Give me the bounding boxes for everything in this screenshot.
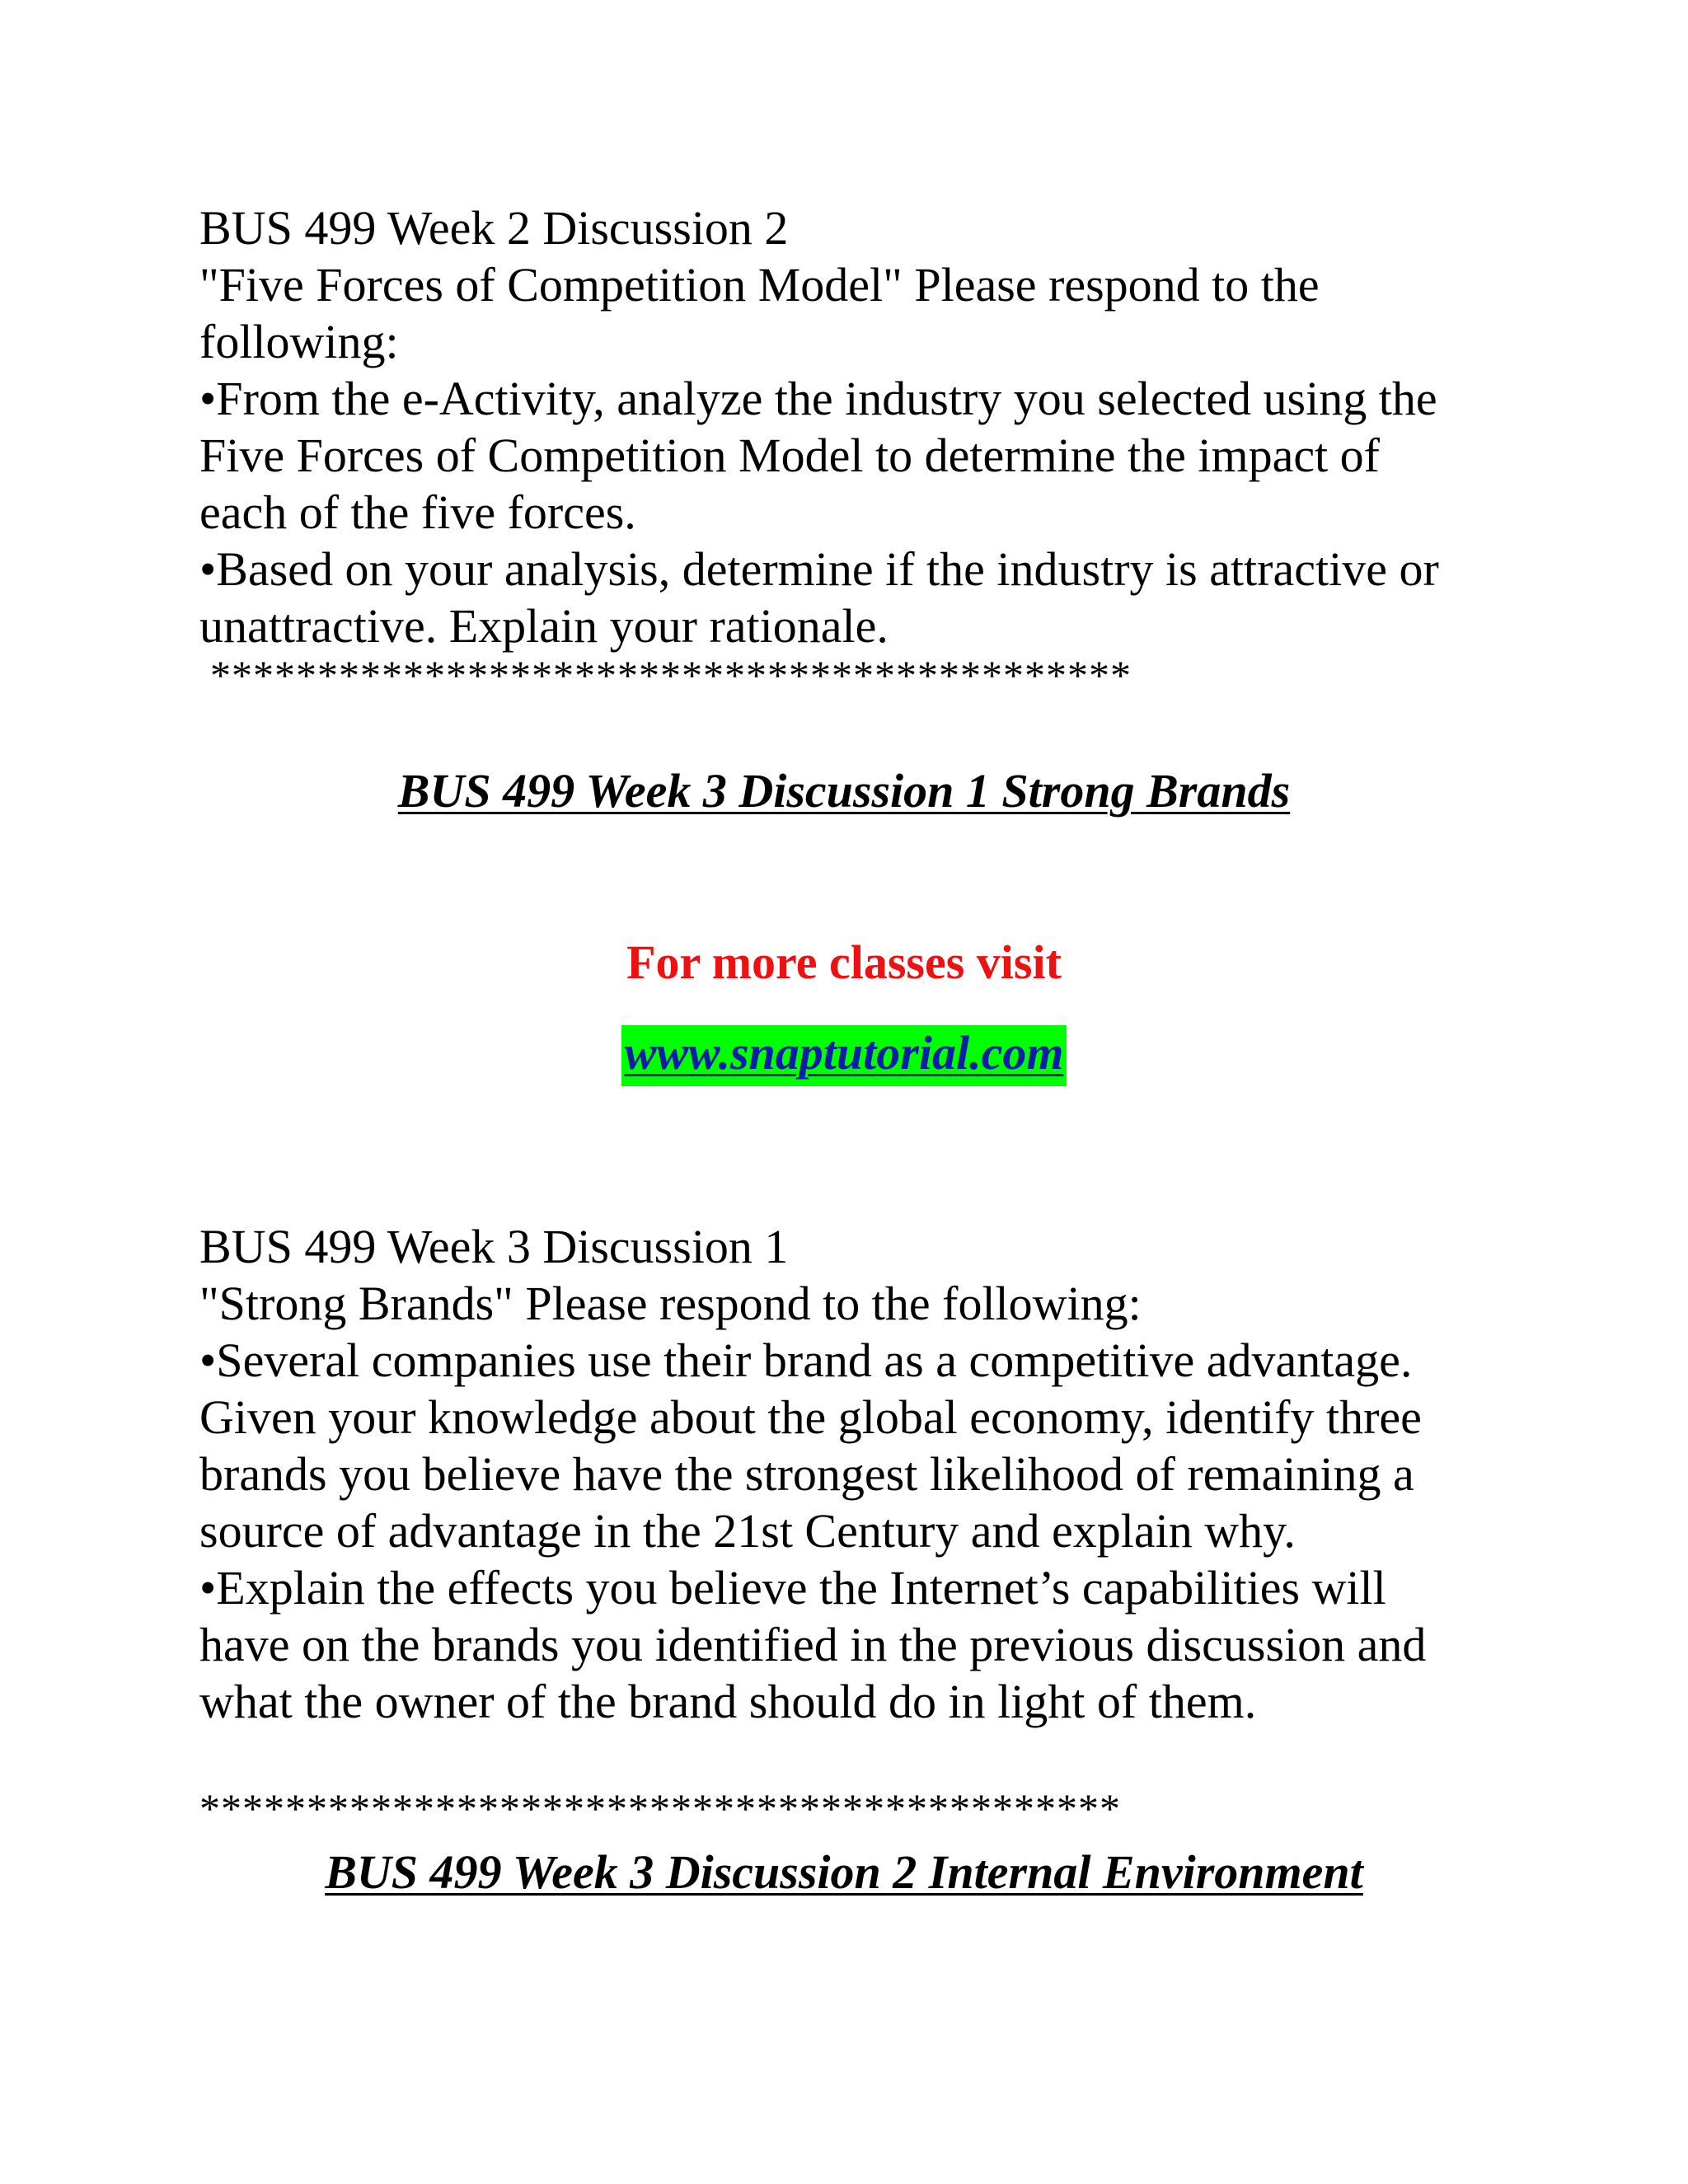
week2-d2-bullet1-cont: Five Forces of Competition Model to determine the impact of: [199, 429, 1380, 482]
week3-d1-bullet1-cont3: source of advantage in the 21st Century and explain why.: [199, 1504, 1296, 1558]
week3-d1-bullet1: •Several companies use their brand as a competitive advantage.: [199, 1333, 1413, 1387]
week3-discussion1-body: [199, 1218, 1518, 1730]
week3-d1-heading: BUS 499 Week 3 Discussion 1 Strong Brands: [397, 764, 1291, 818]
snaptutorial-link[interactable]: www.snaptutorial.com: [621, 1025, 1067, 1086]
week2-d2-bullet1-cont2: each of the five forces.: [199, 485, 636, 539]
week3-d2-heading: BUS 499 Week 3 Discussion 2 Internal Environment: [325, 1845, 1363, 1899]
week2-d2-bullet1: •From the e-Activity, analyze the industry you selected using the: [199, 372, 1437, 425]
week3-d1-bullet1-cont: Given your knowledge about the global economy, identify three: [199, 1390, 1422, 1444]
week3-d1-bullet2-cont: have on the brands you identified in the previous discussion and: [199, 1618, 1427, 1671]
week2-d2-bullet2-cont: unattractive. Explain your rationale.: [199, 599, 889, 653]
week2-discussion2-body: [199, 199, 1518, 654]
week2-d2-title: BUS 499 Week 2 Discussion 2: [199, 201, 789, 255]
promo-text: For more classes visit: [626, 935, 1062, 989]
week2-d2-bullet2: •Based on your analysis, determine if the industry is attractive or: [199, 542, 1439, 596]
week2-d2-prompt-cont: following:: [199, 315, 399, 368]
week3-d1-title: BUS 499 Week 3 Discussion 1: [199, 1220, 789, 1273]
week3-d1-bullet2: •Explain the effects you believe the Internet’s capabilities will: [199, 1561, 1386, 1615]
week3-d1-bullet2-cont2: what the owner of the brand should do in light of them.: [199, 1675, 1257, 1728]
promo-link-row: [0, 1025, 1688, 1086]
week3-d1-bullet1-cont2: brands you believe have the strongest likelihood of remaining a: [199, 1447, 1414, 1501]
week3-d1-prompt: "Strong Brands" Please respond to the following:: [199, 1277, 1142, 1330]
week2-d2-prompt: "Five Forces of Competition Model" Please respond to the: [199, 258, 1320, 312]
separator-2: *******************************************: [199, 1785, 1121, 1831]
separator-1: *******************************************: [210, 652, 1132, 698]
